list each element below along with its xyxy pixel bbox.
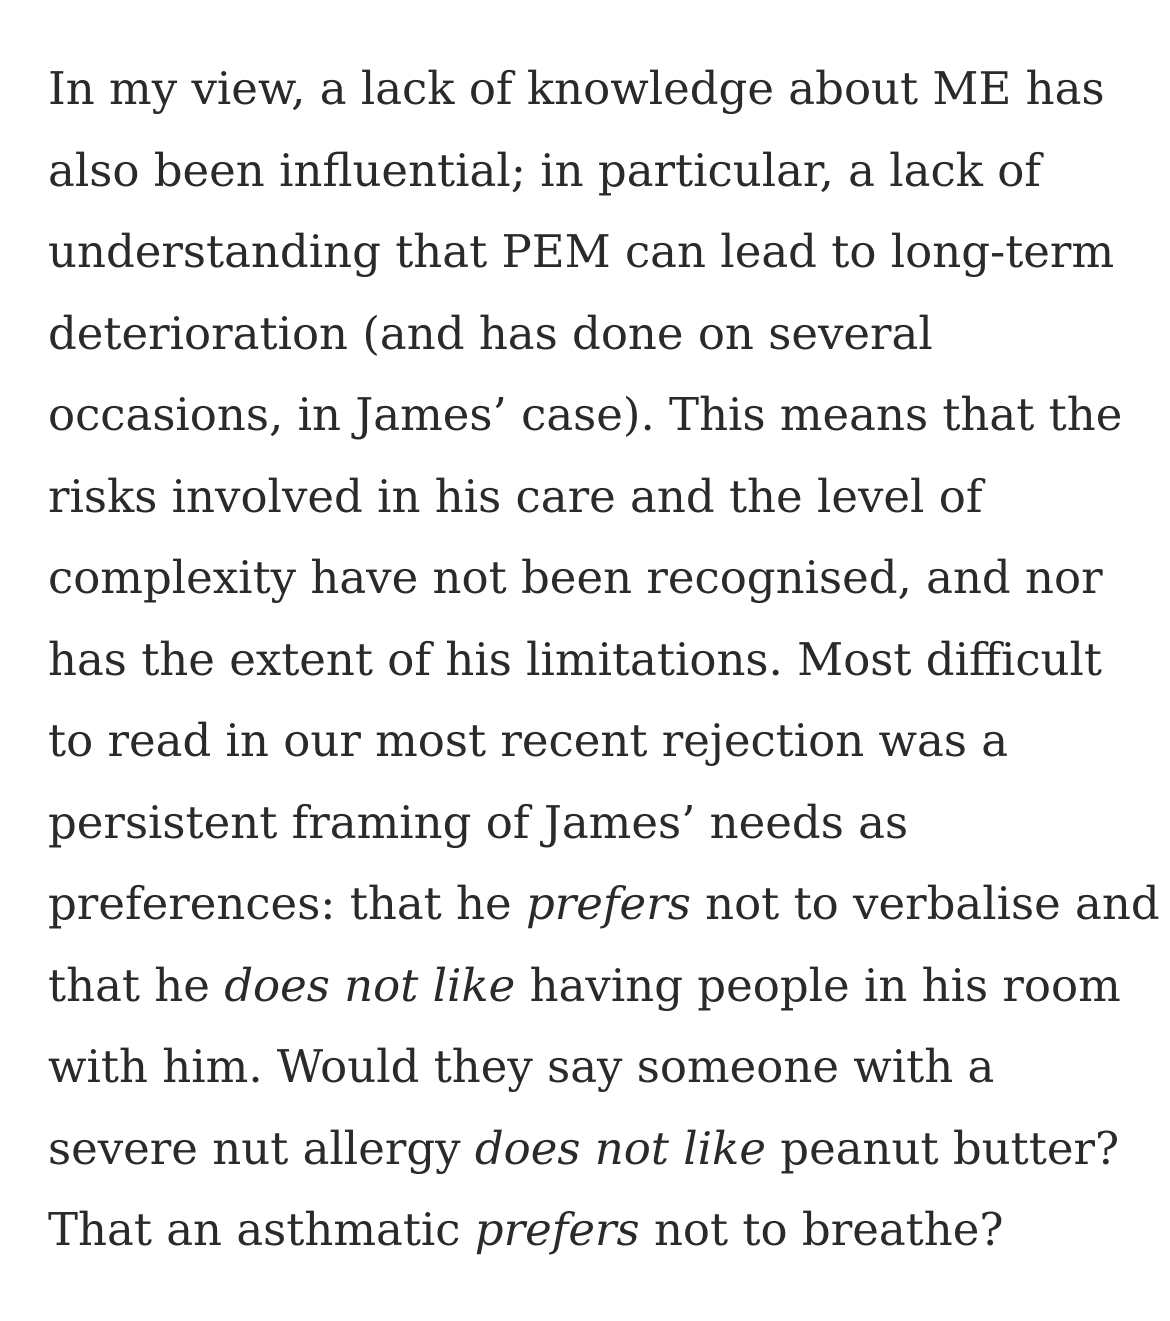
text-segment: persistent framing of James’ needs as (48, 795, 909, 849)
text-segment: having people in his room (515, 958, 1121, 1012)
text-segment: severe nut allergy (48, 1121, 475, 1175)
text-line (48, 1108, 1148, 1190)
text-line (48, 1189, 1148, 1271)
text-segment: has the extent of his limitations. Most difficult (48, 632, 1103, 686)
text-segment: deterioration (and has done on several (48, 306, 933, 360)
text-segment: peanut butter? (765, 1121, 1120, 1175)
emphasized-text: prefers (474, 1203, 640, 1256)
text-segment: That an asthmatic (48, 1203, 475, 1256)
text-segment: not to breathe? (639, 1203, 1004, 1256)
text-line (48, 700, 1148, 782)
text-line (48, 782, 1148, 864)
text-line (48, 619, 1148, 701)
emphasized-text: prefers (525, 877, 691, 930)
text-segment: understanding that PEM can lead to long-term (48, 225, 1115, 278)
text-segment: not to verbalise and (690, 877, 1160, 930)
text-segment: In my view, a lack of knowledge about ME has (48, 62, 1105, 115)
text-line (48, 1026, 1148, 1108)
text-line (48, 293, 1148, 375)
text-line (48, 374, 1148, 456)
text-segment: with him. Would they say someone with a (48, 1040, 995, 1093)
text-segment: to read in our most recent rejection was a (48, 714, 1009, 767)
text-segment: occasions, in James’ case). This means that the (48, 388, 1123, 441)
text-line (48, 130, 1148, 212)
text-segment: that he (48, 958, 225, 1012)
emphasized-text: does not like (224, 958, 516, 1012)
text-line (48, 537, 1148, 619)
text-line (48, 456, 1148, 538)
text-line (48, 48, 1148, 130)
text-line (48, 211, 1148, 293)
text-segment: risks involved in his care and the level of (48, 469, 983, 523)
text-line (48, 863, 1160, 945)
emphasized-text: does not like (474, 1121, 766, 1175)
text-segment: preferences: that he (48, 877, 526, 930)
text-line (48, 945, 1148, 1027)
text-segment: also been influential; in particular, a lack of (48, 143, 1041, 197)
article-paragraph (48, 48, 1160, 1271)
text-segment: complexity have not been recognised, and nor (48, 551, 1103, 604)
